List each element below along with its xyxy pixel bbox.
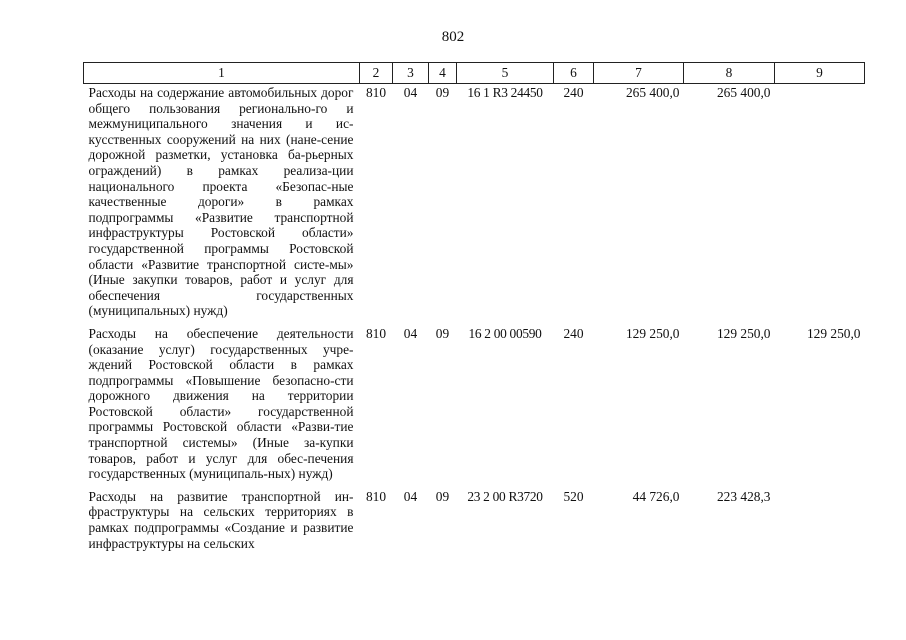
table-header <box>84 63 865 84</box>
expense-type-code: 240 <box>563 85 584 100</box>
subsection-code: 09 <box>435 488 450 504</box>
table-row <box>84 84 865 325</box>
amount-col-8: 129 250,0 <box>716 325 771 341</box>
table-row <box>84 325 865 488</box>
column-header-3: 3 <box>393 63 429 84</box>
column-header-7: 7 <box>594 63 684 84</box>
column-header-5: 5 <box>457 63 554 84</box>
subsection-code: 09 <box>435 325 450 341</box>
table-body <box>84 84 865 558</box>
expense-type-code: 240 <box>563 325 584 341</box>
row-description: Расходы на обеспечение деятельности (оказание услуг) государственных учре-ждений Ростовской области в рамках подпрограммы «Повышение безопасно-сти дорожного движения на территории Ростовской области» государственной программы Ростовской области «Разви-тие транспортной системы» (Иные за-купки товаров, работ и услуг для обес-печения государственных (муниципаль-ных) нужд) <box>88 325 354 482</box>
column-header-6: 6 <box>554 63 594 84</box>
page-number: 802 <box>441 29 465 45</box>
expense-type-code: 520 <box>563 488 584 504</box>
amount-col-7: 265 400,0 <box>625 85 680 100</box>
target-article-code: 16 2 00 00590 <box>468 325 542 341</box>
ministry-code: 810 <box>365 85 387 100</box>
column-header-2: 2 <box>360 63 393 84</box>
amount-col-8: 223 428,3 <box>716 488 771 504</box>
column-header-9: 9 <box>775 63 865 84</box>
target-article-code: 16 1 R3 24450 <box>467 85 543 100</box>
column-header-1: 1 <box>84 63 360 84</box>
row-description: Расходы на содержание автомобильных дорог общего пользования регионально-го и межмуниципального значения и ис-кусственных сооружений на них (нане-сение дорожной разметки, установка ба-рьерных ограждений) в рамках реализа-ции национального проекта «Безопас-ные качественные дороги» в рамках подпрограммы «Развитие транспортной инфраструктуры Ростовской области» государственной программы Ростовской области «Развитие транспортной систе-мы» (Иные закупки товаров, работ и услуг для обеспечения государственных (муниципальных) нужд) <box>88 85 354 319</box>
section-code: 04 <box>403 488 418 504</box>
ministry-code: 810 <box>365 325 387 341</box>
ministry-code: 810 <box>365 488 387 504</box>
table-row <box>84 488 865 557</box>
subsection-code: 09 <box>435 85 450 100</box>
amount-col-7: 44 726,0 <box>632 488 680 504</box>
amount-col-9 <box>775 488 865 557</box>
column-header-8: 8 <box>684 63 775 84</box>
amount-col-8: 265 400,0 <box>716 85 771 100</box>
header-row <box>84 63 865 84</box>
section-code: 04 <box>403 85 418 100</box>
amount-col-9: 129 250,0 <box>806 325 861 341</box>
column-header-4: 4 <box>429 63 457 84</box>
amount-col-7: 129 250,0 <box>625 325 680 341</box>
target-article-code: 23 2 00 R3720 <box>467 488 543 504</box>
row-description: Расходы на развитие транспортной ин-фраструктуры на сельских территориях в рамках подпрограммы «Создание и развитие инфраструктуры на сельских <box>88 488 354 551</box>
budget-table <box>83 62 865 557</box>
section-code: 04 <box>403 325 418 341</box>
amount-col-9 <box>775 84 865 325</box>
